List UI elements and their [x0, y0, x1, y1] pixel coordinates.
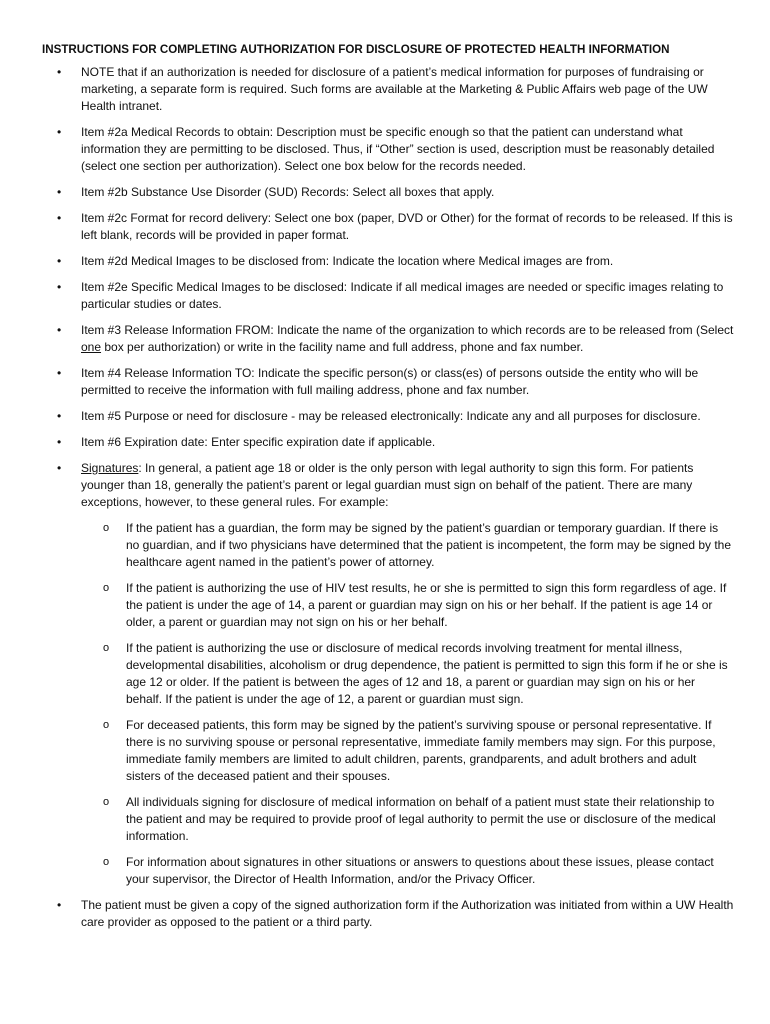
signatures-text: : In general, a patient age 18 or older is the only person with legal authority to sign this form. For patients younger than 18, generally the patient’s parent or legal guardian must sign on behalf of the patient. There are many exceptions, however, to these general rules. For example:	[81, 461, 694, 509]
list-item-note	[42, 64, 734, 115]
sub-item-text: If the patient has a guardian, the form may be signed by the patient’s guardian or temporary guardian. If there is no guardian, and if two physicians have determined that the patient is incompetent, the form may be signed by the healthcare agent named in the patient’s power of attorney.	[126, 521, 732, 569]
sub-bullet-icon: o	[103, 856, 110, 868]
bullet-icon: •	[57, 185, 62, 199]
list-item-2e	[42, 279, 734, 313]
sub-item-text: For deceased patients, this form may be signed by the patient’s surviving spouse or personal representative. If there is no surviving spouse or personal representative, immediate family members may sign. For this purpose, immediate family members are limited to adult children, parents, grandparents, and adult brothers and adult sisters of the deceased patient and their spouses.	[126, 718, 716, 783]
bullet-icon: •	[57, 65, 62, 79]
item-2b-text: Item #2b Substance Use Disorder (SUD) Records: Select all boxes that apply.	[81, 185, 495, 199]
bullet-icon: •	[57, 435, 62, 449]
item-6-text: Item #6 Expiration date: Enter specific expiration date if applicable.	[81, 435, 436, 449]
item-5-text: Item #5 Purpose or need for disclosure - may be released electronically: Indicate any and all purposes for disclosure.	[81, 409, 701, 423]
page-title: INSTRUCTIONS FOR COMPLETING AUTHORIZATION FOR DISCLOSURE OF PROTECTED HEALTH INFORMATION	[42, 43, 670, 56]
bullet-icon: •	[57, 461, 62, 475]
bullet-icon: •	[57, 898, 62, 912]
list-item-2c	[42, 210, 734, 244]
list-item-4	[42, 365, 734, 399]
bullet-icon: •	[57, 125, 62, 139]
sub-item-text: All individuals signing for disclosure of medical information on behalf of a patient must state their relationship to the patient and may be required to provide proof of legal authority to permit the use or disclosure of the medical information.	[126, 795, 716, 843]
signatures-sublist	[81, 520, 734, 888]
item-2d-text: Item #2d Medical Images to be disclosed from: Indicate the location where Medical images are from.	[81, 254, 614, 268]
item-4-text: Item #4 Release Information TO: Indicate the specific person(s) or class(es) of persons outside the entity who will be permitted to receive the information with full mailing address, phone and fax number.	[81, 366, 699, 397]
sub-bullet-icon: o	[103, 522, 110, 534]
copy-text: The patient must be given a copy of the signed authorization form if the Authorization was initiated from within a UW Health care provider as opposed to the patient or a third party.	[81, 898, 734, 929]
list-item-2d	[42, 253, 734, 270]
list-item-3	[42, 322, 734, 356]
sub-item-mental-health	[81, 640, 734, 708]
item-3-underlined: one	[81, 340, 102, 354]
bullet-icon: •	[57, 211, 62, 225]
bullet-icon: •	[57, 280, 62, 294]
list-item-2b	[42, 184, 734, 201]
sub-item-text: If the patient is authorizing the use of HIV test results, he or she is permitted to sign this form regardless of age. If the patient is under the age of 14, a parent or guardian may sign on his or her behalf. If the patient is age 14 or older, a parent or guardian may not sign on his or her behalf.	[126, 581, 727, 629]
sub-item-hiv	[81, 580, 734, 631]
bullet-icon: •	[57, 323, 62, 337]
sub-item-text: If the patient is authorizing the use or disclosure of medical records involving treatment for mental illness, developmental disabilities, alcoholism or drug dependence, the patient is permitted to sign this form if he or she is age 12 or older. If the patient is between the ages of 12 and 18, a parent or guardian may sign on his or her behalf. If the patient is under the age of 12, a parent or guardian must sign.	[126, 641, 728, 706]
sub-item-text: For information about signatures in other situations or answers to questions about these issues, please contact your supervisor, the Director of Health Information, and/or the Privacy Officer.	[126, 855, 714, 886]
sub-bullet-icon: o	[103, 582, 110, 594]
bullet-icon: •	[57, 254, 62, 268]
list-item-copy	[42, 897, 734, 931]
list-item-2a	[42, 124, 734, 175]
instructions-list	[42, 64, 734, 931]
bullet-icon: •	[57, 366, 62, 380]
item-2c-text: Item #2c Format for record delivery: Select one box (paper, DVD or Other) for the format of records to be released. If this is left blank, records will be provided in paper format.	[81, 211, 733, 242]
item-3-text-pre: Item #3 Release Information FROM: Indicate the name of the organization to which records are to be released from (Select	[81, 323, 734, 337]
signatures-heading: Signatures	[81, 461, 139, 475]
sub-item-contact	[81, 854, 734, 888]
sub-item-deceased	[81, 717, 734, 785]
item-2a-text: Item #2a Medical Records to obtain: Description must be specific enough so that the patient can understand what information they are permitting to be disclosed. Thus, if “Other” section is used, description must be reasonably detailed (select one section per authorization). Select one box below for the records needed.	[81, 125, 715, 173]
list-item-signatures	[42, 460, 734, 888]
sub-bullet-icon: o	[103, 796, 110, 808]
sub-item-relationship	[81, 794, 734, 845]
note-text: NOTE that if an authorization is needed for disclosure of a patient’s medical information for purposes of fundraising or marketing, a separate form is required. Such forms are available at the Marketing & Public Affairs web page of the UW Health intranet.	[81, 65, 708, 113]
bullet-icon: •	[57, 409, 62, 423]
sub-bullet-icon: o	[103, 642, 110, 654]
list-item-5	[42, 408, 734, 425]
sub-bullet-icon: o	[103, 719, 110, 731]
list-item-6	[42, 434, 734, 451]
item-2e-text: Item #2e Specific Medical Images to be disclosed: Indicate if all medical images are needed or specific images relating to particular studies or dates.	[81, 280, 724, 311]
item-3-text-post: box per authorization) or write in the facility name and full address, phone and fax number.	[101, 340, 584, 354]
sub-item-guardian	[81, 520, 734, 571]
